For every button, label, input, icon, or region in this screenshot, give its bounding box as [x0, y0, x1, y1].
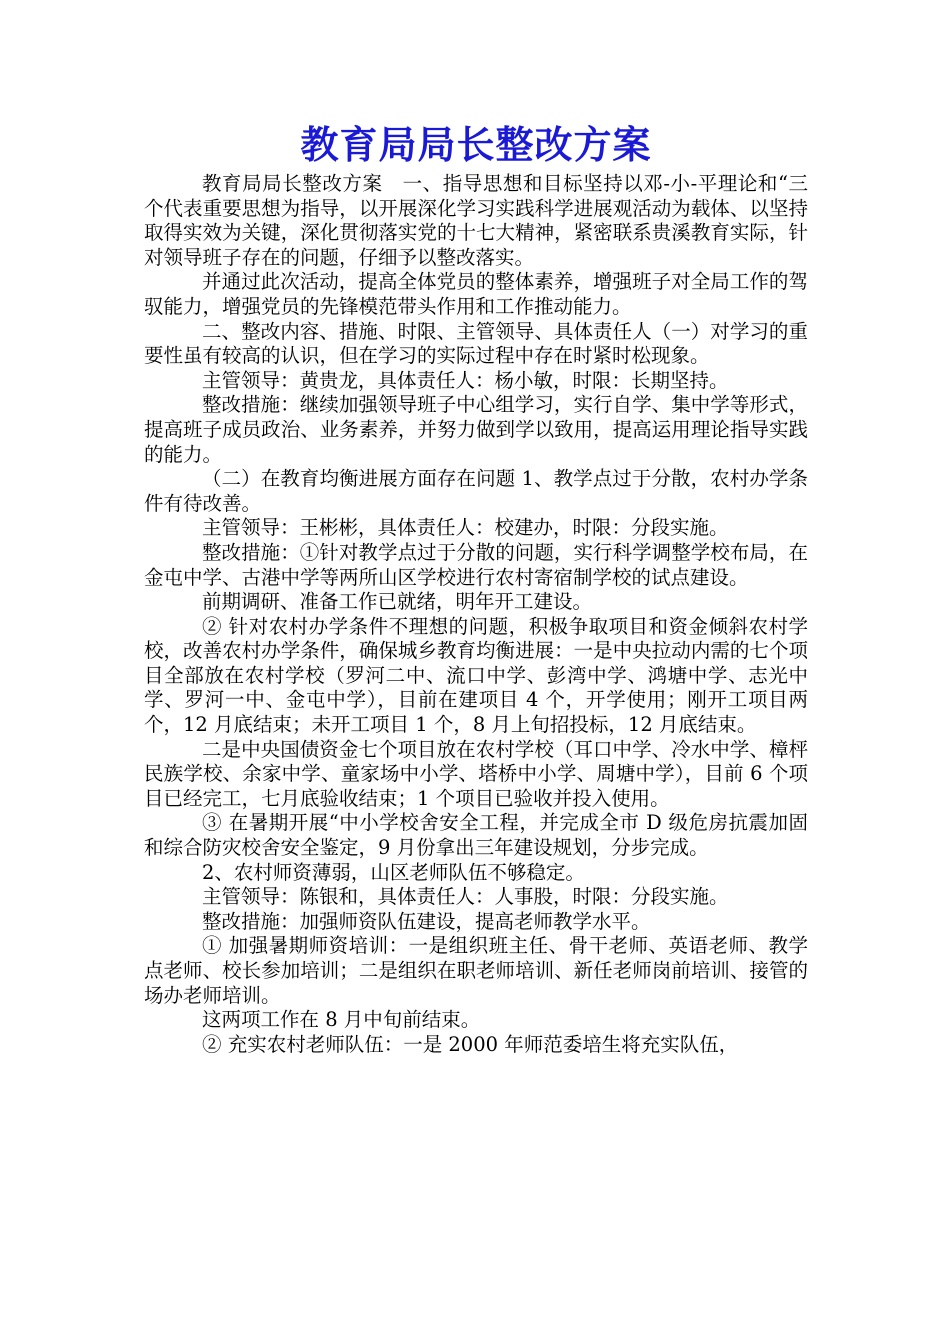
paragraph: 主管领导：王彬彬，具体责任人：校建办，时限：分段实施。 — [202, 516, 729, 540]
paragraph: 主管领导：陈银和，具体责任人：人事股，时限：分段实施。 — [202, 885, 729, 909]
paragraph: 整改措施：继续加强领导班子中心组学习，实行自学、集中学等形式，提高班子成员政治、业务素养，并努力做到学以致用，提高运用理论指导实践的能力。 — [144, 393, 808, 466]
document-page — [144, 118, 808, 1057]
paragraph: ① 加强暑期师资培训：一是组织班主任、骨干老师、英语老师、教学点老师、校长参加培训；二是组织在职老师培训、新任老师岗前培训、接管的场办老师培训。 — [144, 934, 808, 1007]
paragraph: 这两项工作在 8 月中旬前结束。 — [202, 1008, 481, 1032]
paragraph: ② 充实农村老师队伍：一是 2000 年师范委培生将充实队伍， — [202, 1032, 739, 1056]
paragraph: 前期调研、准备工作已就绪，明年开工建设。 — [202, 590, 593, 614]
paragraph: 整改措施：①针对教学点过于分散的问题，实行科学调整学校布局，在金屯中学、古港中学等两所山区学校进行农村寄宿制学校的试点建设。 — [144, 540, 808, 589]
paragraph: 教育局局长整改方案 一、指导思想和目标坚持以邓-小-平理论和“三个代表重要思想为指导，以开展深化学习实践科学进展观活动为载体、以坚持取得实效为关键，深化贯彻落实党的十七大精神，紧密联系贵溪教育实际，针对领导班子存在的问题，仔细予以整改落实。 — [144, 172, 808, 269]
paragraph: ③ 在暑期开展“中小学校舍安全工程，并完成全市 D 级危房抗震加固和综合防灾校舍安全鉴定，9 月份拿出三年建设规划，分步完成。 — [144, 811, 808, 860]
document-body — [144, 172, 808, 1057]
paragraph: 2、农村师资薄弱，山区老师队伍不够稳定。 — [202, 860, 585, 884]
document-title: 教育局局长整改方案 — [300, 123, 652, 167]
paragraph: ② 针对农村办学条件不理想的问题，积极争取项目和资金倾斜农村学校，改善农村办学条件，确保城乡教育均衡进展：一是中央拉动内需的七个项目全部放在农村学校（罗河二中、流口中学、彭湾中学、鸿塘中学、志光中学、罗河一中、金屯中学），目前在建项目 4 个，开学使用；刚开工项目两个，12 月底结束；未开工项目 1 个，8 月上旬招投标，12 月底结束。 — [144, 614, 808, 737]
paragraph: （二）在教育均衡进展方面存在问题 1、教学点过于分散，农村办学条件有待改善。 — [144, 467, 808, 515]
paragraph: 二是中央国债资金七个项目放在农村学校（耳口中学、冷水中学、樟枰民族学校、余家中学、童家场中小学、塔桥中小学、周塘中学），目前 6 个项目已经完工，七月底验收结束；1 个项目已验收并投入使用。 — [144, 737, 808, 810]
paragraph: 整改措施：加强师资队伍建设，提高老师教学水平。 — [202, 909, 651, 933]
paragraph: 二、整改内容、措施、时限、主管领导、具体责任人（一）对学习的重要性虽有较高的认识，但在学习的实际过程中存在时紧时松现象。 — [144, 319, 808, 368]
paragraph: 主管领导：黄贵龙，具体责任人：杨小敏，时限：长期坚持。 — [202, 368, 729, 392]
paragraph: 并通过此次活动，提高全体党员的整体素养，增强班子对全局工作的驾驭能力，增强党员的先锋模范带头作用和工作推动能力。 — [144, 270, 808, 318]
